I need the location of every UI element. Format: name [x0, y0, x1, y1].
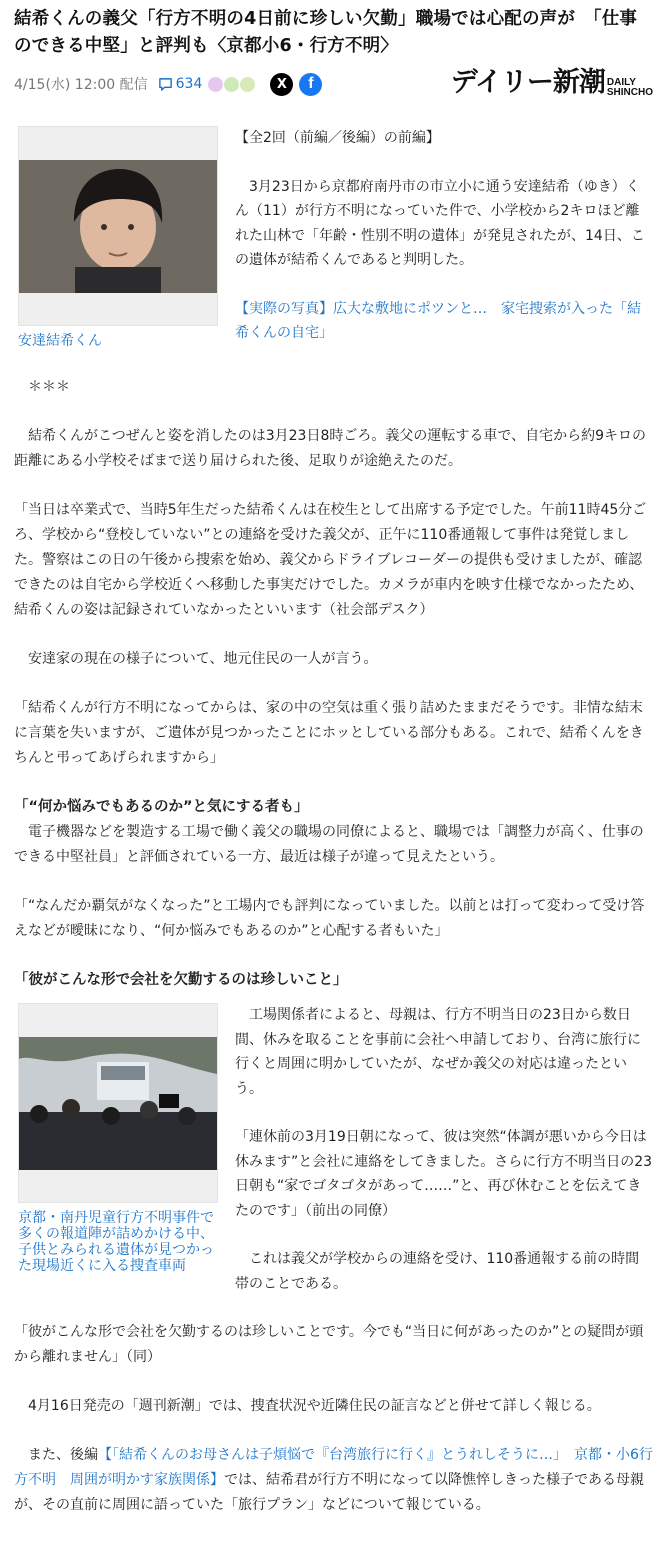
paragraph-13: また、後編【「結希くんのお母さんは子煩悩で『台湾旅行に行く』とうれしそうに…」 京都・小6行方不明 周囲が明かす家族関係】では、結希君が行方不明になって以降憔悴しきった様子である母親が、その直前に周囲に語っていた「旅行プラン」などについて報じている。 [14, 1447, 653, 1513]
comment-count-link[interactable] [158, 76, 203, 92]
comment-count: 634 [175, 76, 203, 92]
facebook-share-icon[interactable]: f [299, 73, 322, 96]
paragraph-6: 電子機器などを製造する工場で働く義父の職場の同僚によると、職場では「調整力が高く、仕事のできる中堅社員」と評価されている一方、最近は様子が違って見えたという。 [14, 824, 644, 865]
reaction-face-icon [224, 77, 239, 92]
reaction-faces[interactable] [208, 77, 256, 92]
second-section [0, 1003, 667, 1296]
article-body-end [0, 1320, 667, 1518]
series-note: 【全2回（前編／後編）の前編】 [235, 130, 440, 146]
separator: ＊＊＊ [14, 379, 70, 395]
second-side-text [218, 1003, 653, 1296]
intro-section [0, 126, 667, 349]
scene-photo-caption: 京都・南丹児童行方不明事件で多くの報道陣が詰めかける中、子供とみられる遺体が見つかった現場近くに入る捜査車両 [18, 1210, 214, 1274]
paragraph-7: 「“なんだか覇気がなくなった”と工場内でも評判になっていました。以前とは打って変わって受け答えなどが曖昧になり、“何か悩みでもあるのか”と心配する者もいた」 [14, 898, 645, 939]
boy-photo[interactable] [18, 126, 218, 326]
reaction-face-icon [240, 77, 255, 92]
boy-photo-caption: 安達結希くん [18, 333, 102, 349]
paragraph-3: 「当日は卒業式で、当時5年生だった結希くんは在校生として出席する予定でした。午前11時45分ごろ、学校から“登校していない”との連絡を受けた義父が、正午に110番通報して事件は発覚しました。警察はこの日の午後から捜索を始め、義父からドライブレコーダーの提供も受けましたが、確認できたのは自宅から学校近くへ移動した事実だけでした。カメラが車内を映す仕様でなかったため、結希くんの姿は記録されていなかったといいます（社会部デスク） [14, 502, 647, 618]
subheading-2: 「彼がこんな形で会社を欠勤するのは珍しいこと」 [14, 972, 348, 988]
article-body [0, 375, 667, 993]
paragraph-12: 4月16日発売の「週刊新潮」では、捜査状況や近隣住民の証言などと併せて詳しく報じる。 [14, 1398, 601, 1414]
boy-portrait-image [19, 127, 217, 325]
reaction-face-icon [208, 77, 223, 92]
publish-date: 4/15(水) 12:00 配信 [14, 77, 148, 93]
sequel-link[interactable]: 【「結希くんのお母さんは子煩悩で『台湾旅行に行く』とうれしそうに…」 京都・小6行方不明 周囲が明かす家族関係】 [14, 1447, 653, 1488]
paragraph-4: 安達家の現在の様子について、地元住民の一人が言う。 [14, 651, 378, 667]
paragraph-10: これは義父が学校からの連絡を受け、110番通報する前の時間帯のことである。 [235, 1251, 640, 1292]
intro-text [218, 126, 653, 349]
boy-photo-figure [18, 126, 218, 349]
paragraph-2: 結希くんがこつぜんと姿を消したのは3月23日8時ごろ。義父の運転する車で、自宅から約9キロの距離にある小学校そばまで送り届けられた後、足取りが途絶えたのだ。 [14, 428, 646, 469]
scene-photo[interactable] [18, 1003, 218, 1203]
paragraph-1: 3月23日から京都府南丹市の市立小に通う安達結希（ゆき）くん（11）が行方不明になっていた件で、小学校から2キロほど離れた山林で「年齢・性別不明の遺体」が発見されたが、14日、この遺体が結希くんであると判明した。 [235, 178, 645, 268]
comment-icon [158, 77, 173, 92]
photo-link[interactable]: 【実際の写真】広大な敷地にポツンと… 家宅捜索が入った「結希くんの自宅」 [235, 300, 641, 341]
article-title: 結希くんの義父「行方不明の4日前に珍しい欠勤」職場では心配の声が 「仕事のできる中堅」と評判も〈京都小6・行方不明〉 [14, 9, 638, 56]
paragraph-9: 「連休前の3月19日朝になって、彼は突然“体調が悪いから今日は休みます”と会社に連絡をしてきました。さらに行方不明当日の23日朝も“家でゴタゴタがあって……”と、再び休むことを伝えてきたのです」（前出の同僚） [235, 1129, 653, 1219]
x-share-icon[interactable]: X [270, 73, 293, 96]
paragraph-8: 工場関係者によると、母親は、行方不明当日の23日から数日間、休みを取ることを事前に会社へ申請しており、台湾に旅行に行くと周囲に明かしていたが、なぜか義父の対応は違ったという。 [235, 1007, 641, 1097]
scene-image [19, 1004, 217, 1202]
paragraph-11: 「彼がこんな形で会社を欠勤するのは珍しいことです。今でも“当日に何があったのか”との疑問が頭から離れません」（同） [14, 1324, 644, 1365]
subheading-1: 「“何か悩みでもあるのか”と気にする者も」 [14, 799, 309, 815]
publisher-logo[interactable]: デイリー新潮 DAILY SHINCHO [450, 67, 653, 98]
paragraph-5: 「結希くんが行方不明になってからは、家の中の空気は重く張り詰めたままだそうです。非情な結末に言葉を失いますが、ご遺体が見つかったことにホッとしている部分もある。これで、結希くんをきちんと弔ってあげられますから」 [14, 700, 644, 766]
scene-photo-figure [18, 1003, 218, 1296]
